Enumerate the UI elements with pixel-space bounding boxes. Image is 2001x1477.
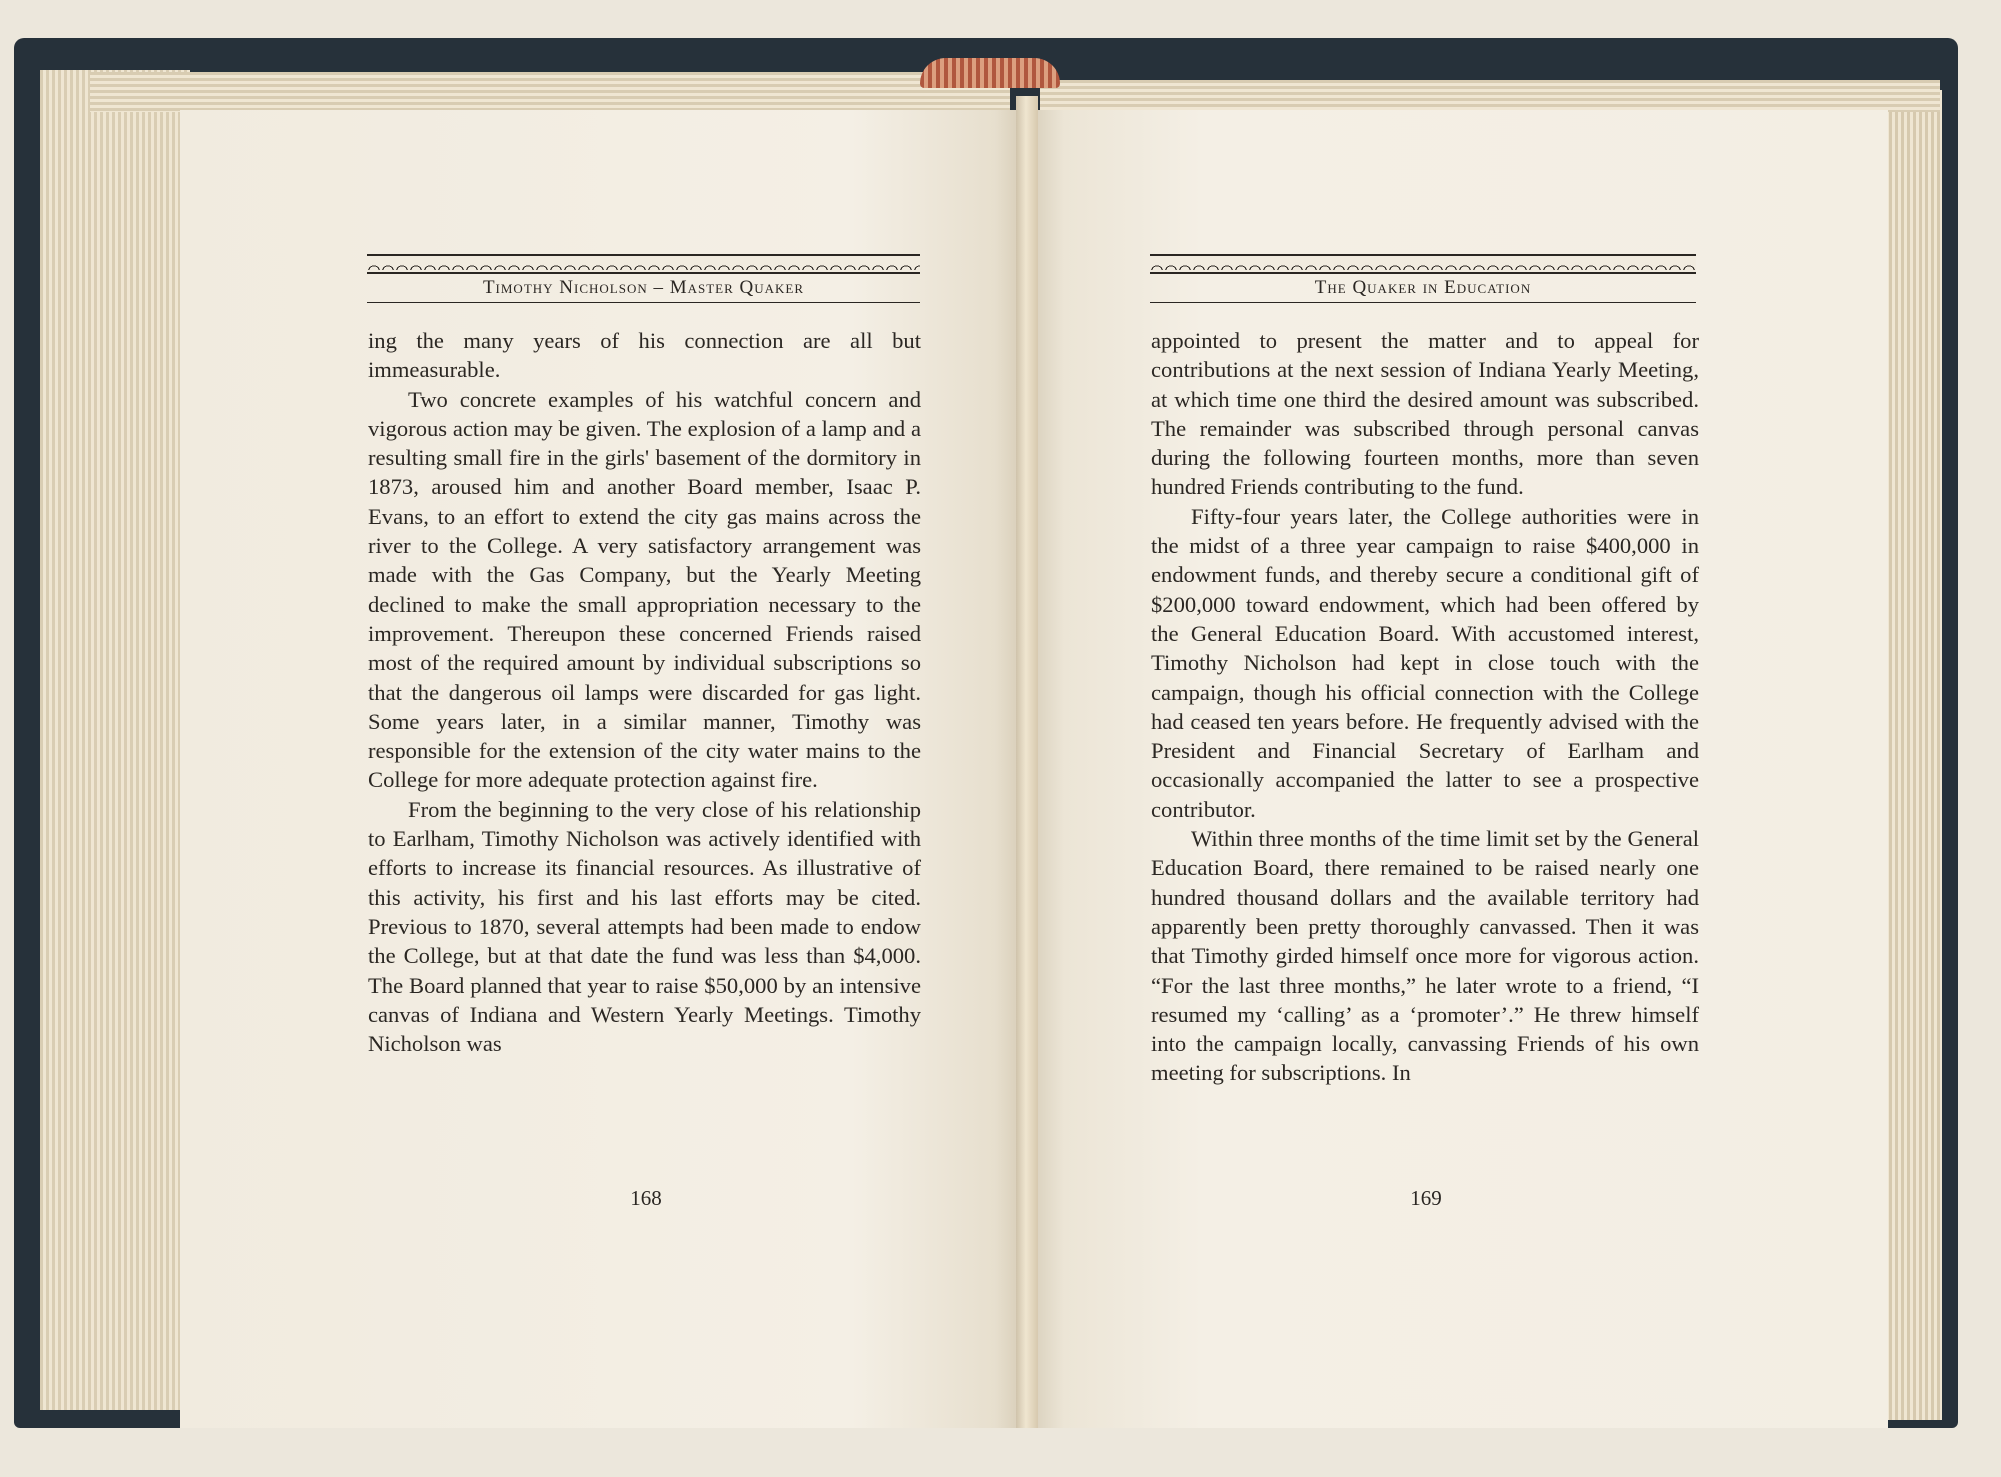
paragraph: ing the many years of his connection are all but immeasurable. xyxy=(368,328,921,383)
page-edges-right xyxy=(1880,90,1942,1420)
right-running-title: The Quaker in Education xyxy=(1150,274,1696,303)
right-ornament-band xyxy=(1150,254,1696,274)
page-number-left: 168 xyxy=(630,1186,662,1210)
left-body-text xyxy=(368,326,921,1058)
paragraph: Two concrete examples of his watchful concern and vigorous action may be given. The explosion of a lamp and a resulting small fire in the girls' basement of the dormitory in 1873, aroused him and another Board member, Isaac P. Evans, to an effort to extend the city gas mains across the river to the College. A very satisfactory arrangement was made with the Gas Company, but the Yearly Meeting declined to make the small appropriation necessary to the improvement. Thereupon these concerned Friends raised most of the required amount by individual subscriptions so that the dangerous oil lamps were discarded for gas light. Some years later, in a similar manner, Timothy was responsible for the extension of the city water mains to the College for more adequate protection against fire. xyxy=(368,386,921,793)
left-running-title: Timothy Nicholson – Master Quaker xyxy=(367,274,920,303)
page-number-right: 169 xyxy=(1410,1186,1442,1210)
page-edges-left xyxy=(40,70,190,1410)
right-running-header xyxy=(1150,254,1696,303)
paragraph: From the beginning to the very close of his relationship to Earlham, Timothy Nicholson was actively identified with efforts to increase its financial resources. As illustrative of this activity, his first and his last efforts may be cited. Previous to 1870, several attempts had been made to endow the College, but at that date the fund was less than $4,000. The Board planned that year to raise $50,000 by an intensive canvas of Indiana and Western Yearly Meetings. Timothy Nicholson was xyxy=(368,796,921,1057)
paragraph: Fifty-four years later, the College authorities were in the midst of a three year campaign to raise $400,000 in endowment funds, and thereby secure a conditional gift of $200,000 toward endowment, which had been offered by the General Education Board. With accustomed interest, Timothy Nicholson had kept in close touch with the campaign, though his official connection with the College had ceased ten years before. He frequently advised with the President and Financial Secretary of Earlham and occasionally accompanied the latter to see a prospective contributor. xyxy=(1151,503,1699,822)
paragraph: Within three months of the time limit set by the General Education Board, there remained to be raised nearly one hundred thousand dollars and the available territory had apparently been pretty thoroughly canvassed. Then it was that Timothy girded himself once more for vigorous action. “For the last three months,” he later wrote to a friend, “I resumed my ‘calling’ as a ‘promoter’.” He threw himself into the campaign locally, canvassing Friends of his own meeting for subscriptions. In xyxy=(1151,826,1699,1086)
book-headband xyxy=(920,58,1060,88)
left-running-header xyxy=(367,254,920,303)
page-edges-top-right xyxy=(1040,80,1940,112)
book-gutter xyxy=(1016,96,1038,1428)
paragraph: appointed to present the matter and to appeal for contributions at the next session of Indiana Yearly Meeting, at which time one third the desired amount was subscribed. The remainder was subscribed through personal canvas during the following fourteen months, more than seven hundred Friends contributing to the fund. xyxy=(1151,328,1699,500)
left-ornament-band xyxy=(367,254,920,274)
right-body-text xyxy=(1151,326,1699,1088)
page-edges-top-left xyxy=(90,72,1010,112)
